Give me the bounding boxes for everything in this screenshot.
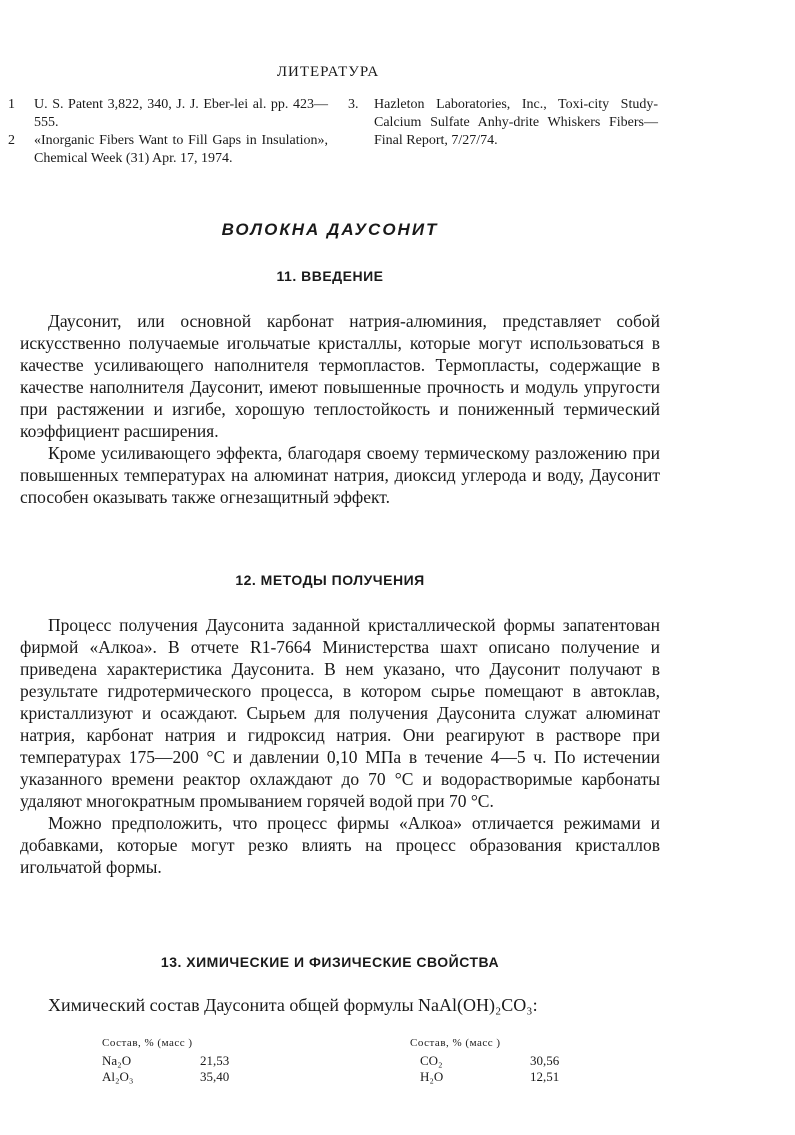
reference-number: 1 [8,97,15,112]
reference-text: Hazleton Laboratories, Inc., Toxi-city Study-Calcium Sulfate Anhy-drite Whiskers Fibers—Final Report, 7/27/74. [374,97,658,148]
reference-item [8,96,328,132]
paragraph: Процесс получения Даусонита заданной кристаллической формы запатентован фирмой «Алкоа». В отчете R1-7664 Министерства шахт описано получение и приведена характеристика Даусонита. В нем указано, что Даусонит получают в результате гидротермического процесса, в котором сырье помещают в автоклав, кристаллизуют и осаждают. Сырьем для получения Даусонита служат алюминат натрия, карбонат натрия и гидроксид натрия. Они реагируют в растворе при температурах 175—200 °С и давлении 0,10 МПа в течение 4—5 ч. По истечении указанного времени реактор охлаждают до 70 °С и водорастворимые карбонаты удаляют многократным промыванием горячей водой при 70 °С. [20,615,660,811]
compound-value: 21,53 [200,1053,230,1068]
compound-name: CO₂ [420,1053,443,1068]
paragraph: Можно предположить, что процесс фирмы «Алкоа» отличается режимами и добавками, которые могут резко влиять на процесс образования кристаллов игольчатой формы. [20,813,660,877]
composition-table-right [410,1035,590,1085]
compound-value: 35,40 [200,1069,230,1084]
reference-number: 3. [348,97,359,112]
composition-header: Состав, % (масс ) [410,1037,501,1049]
section-heading-methods: 12. МЕТОДЫ ПОЛУЧЕНИЯ [235,572,425,588]
composition-row [102,1069,260,1085]
compound-value: 30,56 [530,1053,560,1068]
section-heading-introduction: 11. ВВЕДЕНИЕ [276,268,384,284]
reference-text: U. S. Patent 3,822, 340, J. J. Eber-lei al. pp. 423—555. [34,97,328,130]
reference-text: «Inorganic Fibers Want to Fill Gaps in Insulation», Chemical Week (31) Apr. 17, 1974. [34,133,328,166]
reference-item [348,96,658,150]
composition-table-left [102,1035,260,1085]
composition-row [410,1053,590,1069]
compound-name: Na₂O [102,1053,132,1068]
reference-list-left [8,96,328,168]
chapter-title: ВОЛОКНА ДАУСОНИТ [221,220,439,239]
literature-heading: ЛИТЕРАТУРА [276,64,380,80]
reference-number: 2 [8,133,15,148]
reference-list-right [348,96,658,150]
section-heading-properties: 13. ХИМИЧЕСКИЕ И ФИЗИЧЕСКИЕ СВОЙСТВА [160,954,500,970]
composition-intro: Химический состав Даусонита общей формулы NaAl(OH)₂CO₃: [48,995,538,1015]
reference-item [8,132,328,168]
compound-name: Al₂O₃ [102,1069,134,1084]
composition-row [410,1069,590,1085]
compound-name: H₂O [420,1069,444,1084]
section-body-introduction [20,310,660,508]
composition-row [102,1053,260,1069]
section-body-methods [20,614,660,878]
composition-header: Состав, % (масс ) [102,1037,193,1049]
paragraph: Даусонит, или основной карбонат натрия-алюминия, представляет собой искусственно получаемые игольчатые кристаллы, которые могут использоваться в качестве усиливающего наполнителя термопластов. Термопласты, содержащие в качестве наполнителя Даусонит, имеют повышенные прочность и модуль упругости при растяжении и изгибе, хорошую теплостойкость и пониженный термический коэффициент расширения. [20,311,660,441]
compound-value: 12,51 [530,1069,560,1084]
paragraph: Кроме усиливающего эффекта, благодаря своему термическому разложению при повышенных температурах на алюминат натрия, диоксид углерода и воду, Даусонит способен оказывать также огнезащитный эффект. [20,443,660,507]
